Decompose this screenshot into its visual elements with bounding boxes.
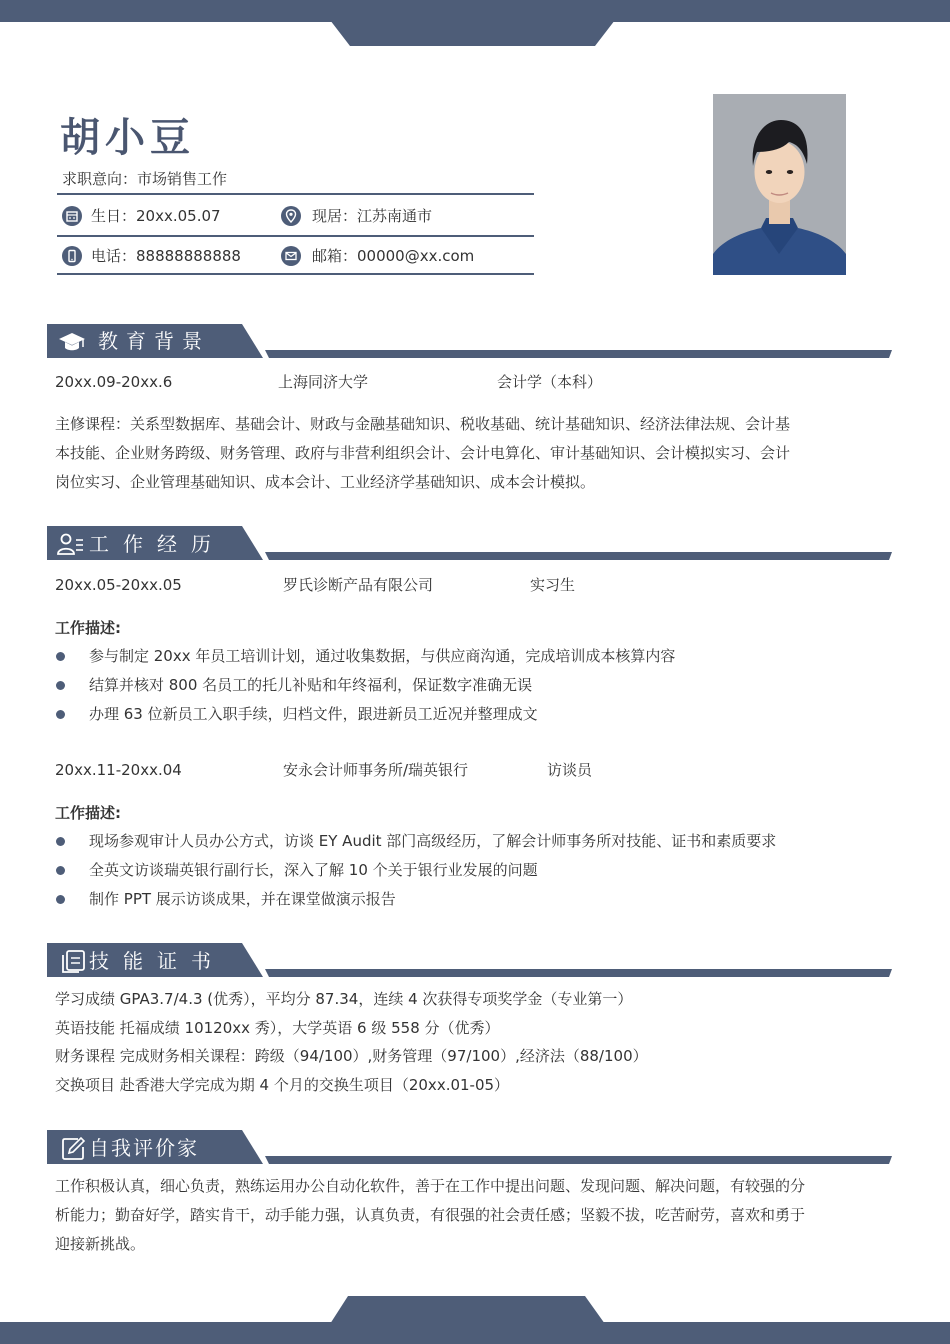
edu-courses-line: 本技能、企业财务跨级、财务管理、政府与非营利组织会计、会计电算化、审计基础知识、会计模拟实习、会计 <box>55 444 791 462</box>
top-decor-tab <box>0 0 950 46</box>
job-period: 20xx.11-20xx.04 <box>55 761 182 779</box>
job-company: 罗氏诊断产品有限公司 <box>283 576 434 594</box>
profile-photo <box>713 94 846 275</box>
skill-line: 学习成绩 GPA3.7/4.3 (优秀），平均分 87.34，连续 4 次获得专项奖学金（专业第一） <box>55 990 633 1008</box>
skill-line: 英语技能 托福成绩 10120xx 秀），大学英语 6 级 558 分（优秀） <box>55 1019 500 1037</box>
phone-number: 电话：88888888888 <box>91 247 241 265</box>
job-desc-label: 工作描述: <box>55 804 121 822</box>
section-title-experience: 工作经历 <box>89 532 225 556</box>
bullet-dot <box>56 710 65 719</box>
self-eval-line: 工作积极认真，细心负责，熟练运用办公自动化软件，善于在工作中提出问题、发现问题、解决问题，有较强的分 <box>55 1177 806 1195</box>
job-role: 实习生 <box>530 576 576 594</box>
divider <box>57 273 534 275</box>
email-address: 邮箱：00000@xx.com <box>312 247 475 265</box>
job-bullet: 参与制定 20xx 年员工培训计划，通过收集数据，与供应商沟通，完成培训成本核算内容 <box>89 647 676 665</box>
bullet-dot <box>56 895 65 904</box>
graduation-cap-icon <box>57 328 87 356</box>
skill-line: 财务课程 完成财务相关课程：跨级（94/100）,财务管理（97/100）,经济法（88/100） <box>55 1047 648 1065</box>
job-role: 访谈员 <box>547 761 593 779</box>
job-bullet: 制作 PPT 展示访谈成果，并在课堂做演示报告 <box>89 890 396 908</box>
job-bullet: 办理 63 位新员工入职手续，归档文件，跟进新员工近况并整理成文 <box>89 705 538 723</box>
bullet-dot <box>56 837 65 846</box>
candidate-name: 胡小豆 <box>60 115 195 161</box>
job-bullet: 现场参观审计人员办公方式，访谈 EY Audit 部门高级经历，了解会计师事务所对技能、证书和素质要求 <box>89 832 777 850</box>
job-bullet: 结算并核对 800 名员工的托儿补贴和年终福利，保证数字准确无误 <box>89 676 533 694</box>
edit-icon <box>58 1134 88 1162</box>
email-icon <box>281 246 301 266</box>
edu-courses-line: 主修课程：关系型数据库、基础会计、财政与金融基础知识、税收基础、统计基础知识、经济法律法规、会计基 <box>55 415 791 433</box>
divider <box>57 193 534 195</box>
calendar-icon <box>62 206 82 226</box>
job-company: 安永会计师事务所/瑞英银行 <box>283 761 469 779</box>
section-title-self-eval: 自我评价家 <box>89 1136 199 1160</box>
location-icon <box>281 206 301 226</box>
self-eval-line: 迎接新挑战。 <box>55 1235 146 1253</box>
self-eval-line: 析能力；勤奋好学，踏实肯干，动手能力强，认真负责，有很强的社会责任感；坚毅不拔，吃苦耐劳，喜欢和勇于 <box>55 1206 806 1224</box>
job-period: 20xx.05-20xx.05 <box>55 576 182 594</box>
edu-courses-line: 岗位实习、企业管理基础知识、成本会计、工业经济学基础知识、成本会计模拟。 <box>55 473 596 491</box>
job-desc-label: 工作描述: <box>55 619 121 637</box>
phone-icon <box>62 246 82 266</box>
edu-period: 20xx.09-20xx.6 <box>55 373 173 391</box>
section-title-skills: 技能证书 <box>89 949 225 973</box>
bottom-decor-bar <box>0 1322 950 1344</box>
bullet-dot <box>56 866 65 875</box>
edu-major: 会计学（本科） <box>497 373 603 391</box>
birth-date: 生日：20xx.05.07 <box>91 207 221 225</box>
person-list-icon <box>55 530 85 558</box>
job-bullet: 全英文访谈瑞英银行副行长，深入了解 10 个关于银行业发展的问题 <box>89 861 538 879</box>
section-title-education: 教育背景 <box>98 329 210 353</box>
job-intent: 求职意向：市场销售工作 <box>62 170 228 188</box>
divider <box>57 235 534 237</box>
bullet-dot <box>56 652 65 661</box>
bullet-dot <box>56 681 65 690</box>
edu-school: 上海同济大学 <box>278 373 369 391</box>
certificate-icon <box>58 947 88 975</box>
skill-line: 交换项目 赴香港大学完成为期 4 个月的交换生项目（20xx.01-05） <box>55 1076 510 1094</box>
residence: 现居：江苏南通市 <box>312 207 433 225</box>
